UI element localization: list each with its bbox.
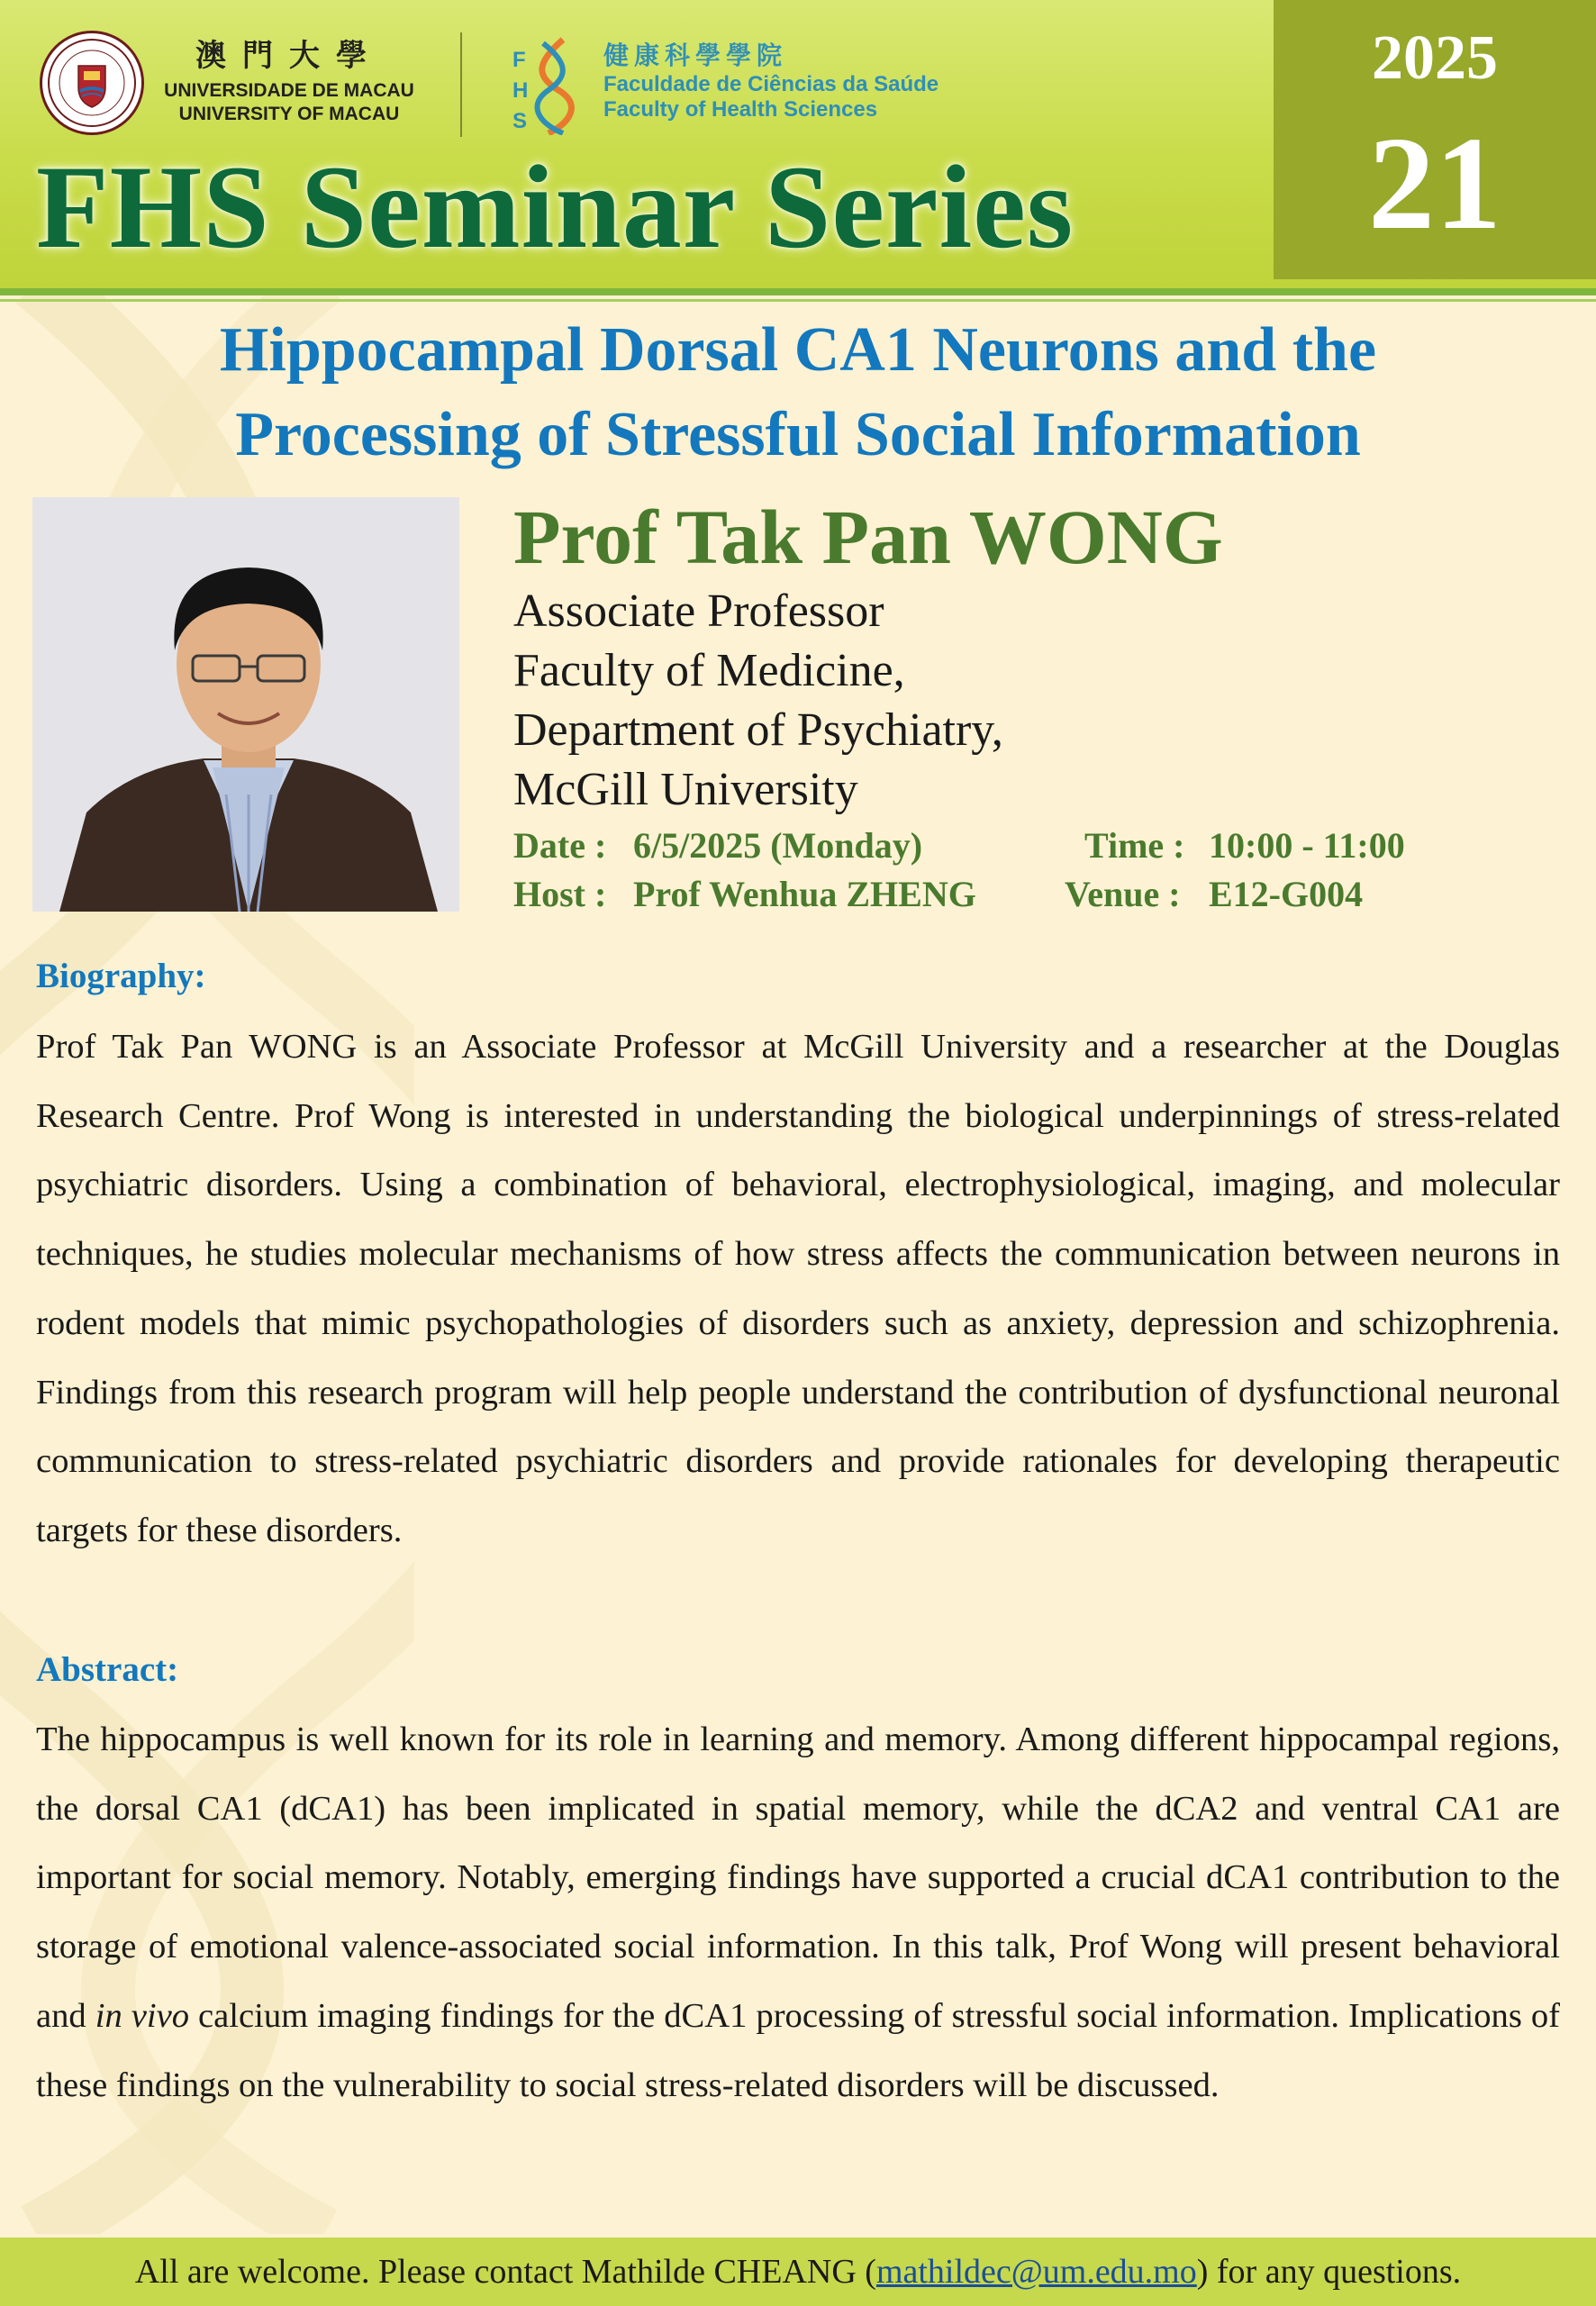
series-title: FHS Seminar Series <box>36 141 1075 273</box>
host-label: Host : <box>513 874 607 914</box>
abstract-heading: Abstract: <box>36 1650 179 1689</box>
abstract-text-part-1: The hippocampus is well known for its role in learning and memory. Among different hippocampal regions, the dorsal CA1 (dCA1) has been implicated in spatial memory, while the dCA2 and ventral CA1 are important for social memory. Notably, emerging findings have supported a crucial dCA1 contribution to the storage of emotional valence-associated social information. In this talk, Prof Wong will present behavioral and <box>36 1720 1560 2035</box>
venue-value: E12-G004 <box>1209 874 1364 914</box>
venue-label: Venue : <box>1065 874 1181 914</box>
footer-text-before: All are welcome. Please contact Mathilde CHEANG ( <box>134 2253 876 2291</box>
university-portuguese-name: UNIVERSIDADE DE MACAU <box>164 80 414 101</box>
abstract-text-part-2: calcium imaging findings for the dCA1 processing of stressful social information. Implications of these findings on the vulnerability to social stress-related disorders will be discussed. <box>36 1996 1560 2104</box>
dna-helix-icon <box>509 36 577 135</box>
footer-text-after: ) for any questions. <box>1196 2253 1462 2291</box>
badge-number: 21 <box>1368 110 1501 258</box>
biography-heading: Biography: <box>36 957 206 995</box>
contact-email-link[interactable]: mathildec@um.edu.mo <box>875 2253 1197 2291</box>
speaker-affiliation <box>513 582 1003 820</box>
footer-text <box>0 2249 1596 2294</box>
speaker-portrait <box>32 497 459 912</box>
talk-title-line-1: Hippocampal Dorsal CA1 Neurons and the <box>219 315 1377 385</box>
time-label: Time : <box>1084 825 1185 866</box>
university-name-block <box>159 36 420 126</box>
faculty-name-block <box>603 40 939 123</box>
biography-text: Prof Tak Pan WONG is an Associate Professor at McGill University and a researcher at the Douglas Research Centre. Prof Wong is interested in understanding the biological underpinnings of stress-related psychiatric disorders. Using a combination of behavioral, electrophysiological, imaging, and molecular techniques, he studies molecular mechanisms of how stress affects the communication between neurons in rodent models that mimic psychopathologies of disorders such as anxiety, depression and schizophrenia. Findings from this research program will help people understand the contribution of dysfunctional neuronal communication to stress-related psychiatric disorders and provide rationales for developing therapeutic targets for these disorders. <box>36 1028 1560 1549</box>
header-divider <box>0 288 1596 295</box>
university-crest-icon <box>40 31 144 135</box>
talk-title-line-2: Processing of Stressful Social Information <box>235 400 1361 469</box>
logo-divider <box>460 32 462 137</box>
speaker-affiliation-line-2: Faculty of Medicine, <box>513 645 905 696</box>
faculty-english-name: Faculty of Health Sciences <box>603 97 878 122</box>
fhs-letter-s: S <box>512 109 528 133</box>
speaker-affiliation-line-1: Associate Professor <box>513 586 884 637</box>
faculty-portuguese-name: Faculdade de Ciências da Saúde <box>603 72 939 96</box>
university-english-name: UNIVERSITY OF MACAU <box>178 104 400 124</box>
fhs-letter-h: H <box>512 78 529 103</box>
university-chinese-name: 澳門大學 <box>195 38 383 74</box>
header-divider-thin <box>0 299 1596 302</box>
badge-year: 2025 <box>1372 23 1498 93</box>
abstract-text <box>36 1705 1560 2120</box>
date-value: 6/5/2025 (Monday) <box>633 825 923 866</box>
faculty-chinese-name: 健康科學學院 <box>603 41 788 70</box>
speaker-affiliation-line-3: Department of Psychiatry, <box>513 704 1003 756</box>
speaker-affiliation-line-4: McGill University <box>513 764 858 815</box>
date-label: Date : <box>513 825 607 866</box>
time-value: 10:00 - 11:00 <box>1209 825 1405 866</box>
speaker-name: Prof Tak Pan WONG <box>513 494 1223 580</box>
abstract-italic-term: in vivo <box>95 1996 190 2035</box>
host-value: Prof Wenhua ZHENG <box>633 874 976 914</box>
talk-title <box>54 308 1542 477</box>
fhs-letter-f: F <box>512 48 526 72</box>
